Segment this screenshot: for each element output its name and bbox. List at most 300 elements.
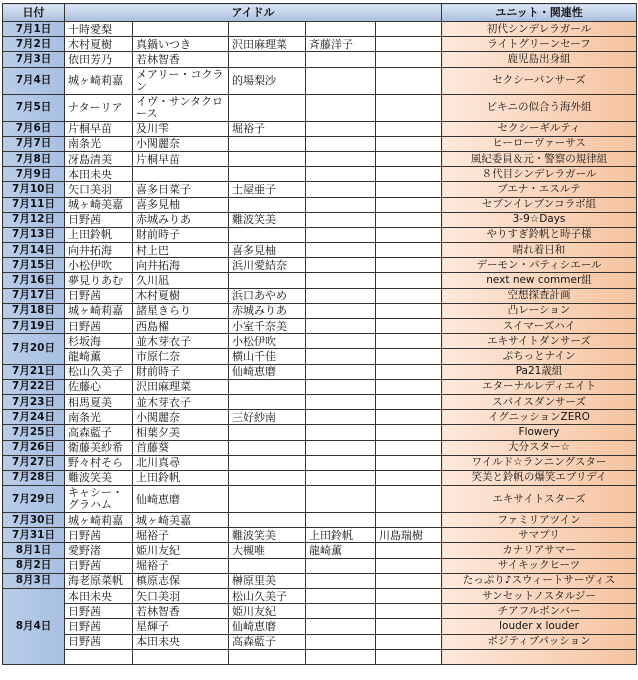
idol-cell [306, 334, 376, 349]
idol-cell: 仙崎恵磨 [229, 364, 306, 379]
idol-cell [376, 379, 442, 394]
idol-cell [306, 227, 376, 242]
idol-cell: 海老原菜帆 [65, 573, 133, 588]
idol-cell: 財前時子 [133, 364, 229, 379]
date-cell: 7月3日 [3, 52, 65, 67]
idol-cell [306, 288, 376, 303]
table-row [3, 212, 637, 227]
idol-cell: 高森藍子 [65, 425, 133, 440]
idol-cell [306, 634, 376, 649]
unit-cell: 風紀委員＆元・警察の規律組 [442, 151, 637, 166]
idol-cell: 久川凪 [133, 273, 229, 288]
idol-cell: 相馬夏美 [65, 394, 133, 409]
idol-cell: 村上巴 [133, 243, 229, 258]
idol-cell [65, 649, 133, 664]
idol-cell: 日野茜 [65, 528, 133, 543]
idol-cell: 夢見りあむ [65, 273, 133, 288]
idol-cell: 仙崎恵磨 [133, 486, 229, 513]
idol-cell [229, 379, 306, 394]
date-cell: 7月4日 [3, 67, 65, 94]
idol-cell [306, 440, 376, 455]
idol-cell: 日野茜 [65, 212, 133, 227]
date-cell: 7月23日 [3, 394, 65, 409]
idol-cell: 片桐早苗 [65, 121, 133, 136]
idol-cell [306, 513, 376, 528]
idol-cell: 龍崎薫 [65, 349, 133, 364]
table-row [3, 513, 637, 528]
idol-cell: 南条光 [65, 136, 133, 151]
unit-cell: 空想探査計画 [442, 288, 637, 303]
idol-cell [306, 349, 376, 364]
idol-cell [229, 22, 306, 37]
idol-cell [229, 197, 306, 212]
idol-cell: 日野茜 [65, 604, 133, 619]
idol-cell [306, 182, 376, 197]
idol-cell [376, 212, 442, 227]
unit-cell: 3-9☆Days [442, 212, 637, 227]
unit-cell: 晴れ着日和 [442, 243, 637, 258]
idol-cell [306, 94, 376, 121]
idol-cell: 星輝子 [133, 619, 229, 634]
idol-cell: 榊原里美 [229, 573, 306, 588]
table-row [3, 410, 637, 425]
idol-cell [376, 486, 442, 513]
idol-cell: 大槻唯 [229, 543, 306, 558]
date-cell: 7月2日 [3, 37, 65, 52]
idol-cell: 堀裕子 [133, 558, 229, 573]
idol-cell [376, 273, 442, 288]
date-cell: 7月28日 [3, 470, 65, 485]
date-cell: 7月13日 [3, 227, 65, 242]
idol-cell [229, 649, 306, 664]
idol-cell: 喜多見柚 [133, 197, 229, 212]
date-cell: 7月24日 [3, 410, 65, 425]
date-cell: 7月25日 [3, 425, 65, 440]
table-row [3, 604, 637, 619]
table-row [3, 197, 637, 212]
idol-cell [376, 319, 442, 334]
table-row [3, 486, 637, 513]
unit-header: ユニット・関連性 [442, 4, 637, 22]
table-row [3, 334, 637, 349]
unit-cell [442, 649, 637, 664]
idol-cell [376, 349, 442, 364]
date-cell: 7月22日 [3, 379, 65, 394]
idol-cell: 上田鈴帆 [65, 227, 133, 242]
idol-cell: 首藤葵 [133, 440, 229, 455]
idol-cell: 並木芽衣子 [133, 394, 229, 409]
idol-cell: 城ヶ崎莉嘉 [65, 303, 133, 318]
idol-cell: 若林智香 [133, 52, 229, 67]
idol-cell: 高森藍子 [229, 634, 306, 649]
idol-cell: 上田鈴帆 [306, 528, 376, 543]
unit-cell: 大分スター☆ [442, 440, 637, 455]
table-row [3, 319, 637, 334]
date-cell: 7月31日 [3, 528, 65, 543]
idol-cell [376, 573, 442, 588]
idol-cell: 及川雫 [133, 121, 229, 136]
idol-cell [133, 167, 229, 182]
unit-cell: スパイスダンサーズ [442, 394, 637, 409]
table-row [3, 167, 637, 182]
idol-cell: 難波笑美 [229, 528, 306, 543]
idol-cell [229, 227, 306, 242]
unit-cell: サイキックヒーツ [442, 558, 637, 573]
idol-cell: 木村夏樹 [65, 37, 133, 52]
idol-cell [229, 394, 306, 409]
table-row [3, 151, 637, 166]
unit-cell: ワイルド☆ランニングスター [442, 455, 637, 470]
idol-cell [306, 52, 376, 67]
idol-cell: 日野茜 [65, 288, 133, 303]
idol-cell [133, 22, 229, 37]
date-cell: 7月26日 [3, 440, 65, 455]
idol-cell: 片桐早苗 [133, 151, 229, 166]
idol-cell [306, 258, 376, 273]
idol-cell [306, 121, 376, 136]
table-row [3, 52, 637, 67]
idol-cell [376, 227, 442, 242]
unit-cell: ライトグリーンセーフ [442, 37, 637, 52]
unit-cell: セクシーギルティ [442, 121, 637, 136]
idol-cell [306, 379, 376, 394]
idol-cell: 十時愛梨 [65, 22, 133, 37]
idol-cell: 冴島清美 [65, 151, 133, 166]
date-cell: 7月16日 [3, 273, 65, 288]
schedule-table [2, 3, 637, 665]
date-cell: 8月3日 [3, 573, 65, 588]
idol-cell [376, 288, 442, 303]
date-cell: 7月14日 [3, 243, 65, 258]
idol-cell [306, 243, 376, 258]
idol-cell: 松山久美子 [229, 589, 306, 604]
idol-cell [229, 136, 306, 151]
idol-cell [376, 364, 442, 379]
idol-cell: 横山千佳 [229, 349, 306, 364]
idol-cell: 真鍋いつき [133, 37, 229, 52]
date-cell: 7月12日 [3, 212, 65, 227]
unit-cell: louder x louder [442, 619, 637, 634]
date-cell: 7月17日 [3, 288, 65, 303]
date-cell: 7月5日 [3, 94, 65, 121]
idol-cell: 姫川友紀 [229, 604, 306, 619]
idol-cell: 本田未央 [65, 167, 133, 182]
table-row [3, 121, 637, 136]
idol-cell [229, 558, 306, 573]
table-row [3, 470, 637, 485]
idol-cell: 的場梨沙 [229, 67, 306, 94]
date-cell: 7月9日 [3, 167, 65, 182]
idol-cell: 北川真尋 [133, 455, 229, 470]
idol-cell: 喜多日菜子 [133, 182, 229, 197]
table-row [3, 379, 637, 394]
idol-cell: 小松伊吹 [65, 258, 133, 273]
idol-cell: 沢田麻理菜 [133, 379, 229, 394]
idol-cell [306, 364, 376, 379]
unit-cell: エキサイトダンサーズ [442, 334, 637, 349]
idol-cell: キャシー・グラハム [65, 486, 133, 513]
idol-cell [376, 634, 442, 649]
table-row [3, 94, 637, 121]
idol-cell: 沢田麻理菜 [229, 37, 306, 52]
idol-cell: 財前時子 [133, 227, 229, 242]
idol-cell [306, 273, 376, 288]
idol-cell: 龍崎薫 [306, 543, 376, 558]
table-row [3, 619, 637, 634]
idol-cell [306, 649, 376, 664]
idol-cell [376, 67, 442, 94]
idol-cell: 市原仁奈 [133, 349, 229, 364]
unit-cell: やりすぎ鈴帆と時子様 [442, 227, 637, 242]
idol-cell [376, 619, 442, 634]
unit-cell: 鹿児島出身組 [442, 52, 637, 67]
idol-cell: 衛藤美紗希 [65, 440, 133, 455]
idol-cell: 杉坂海 [65, 334, 133, 349]
unit-cell: カナリアサマー [442, 543, 637, 558]
idol-cell [376, 410, 442, 425]
idol-cell: 矢口美羽 [133, 589, 229, 604]
idol-cell [376, 303, 442, 318]
idol-cell [376, 197, 442, 212]
idol-cell [376, 243, 442, 258]
unit-cell: 笑美と鈴帆の爆笑エブリデイ [442, 470, 637, 485]
table-row [3, 634, 637, 649]
idol-cell [376, 425, 442, 440]
idol-cell: 本田未央 [65, 589, 133, 604]
idol-cell: 日野茜 [65, 634, 133, 649]
idol-cell: 日野茜 [65, 558, 133, 573]
table-row [3, 258, 637, 273]
idol-cell [229, 440, 306, 455]
table-row [3, 273, 637, 288]
idol-cell: 槙原志保 [133, 573, 229, 588]
unit-cell: ぷちっとナイン [442, 349, 637, 364]
date-cell: 7月8日 [3, 151, 65, 166]
unit-cell: next new commer組 [442, 273, 637, 288]
date-cell: 7月1日 [3, 22, 65, 37]
idol-cell [229, 167, 306, 182]
table-row [3, 394, 637, 409]
idol-cell: 堀裕子 [133, 528, 229, 543]
unit-cell: スイマーズハイ [442, 319, 637, 334]
idol-cell [306, 212, 376, 227]
idol-cell [229, 425, 306, 440]
idol-cell [306, 558, 376, 573]
idol-cell: 本田未央 [133, 634, 229, 649]
idol-cell [306, 604, 376, 619]
idol-cell [376, 121, 442, 136]
table-row [3, 528, 637, 543]
table-row [3, 243, 637, 258]
date-cell: 7月29日 [3, 486, 65, 513]
table-row [3, 37, 637, 52]
unit-cell: イグニッションZERO [442, 410, 637, 425]
date-cell: 7月6日 [3, 121, 65, 136]
date-cell: 8月4日 [3, 589, 65, 665]
unit-cell: サンセットノスタルジー [442, 589, 637, 604]
idol-cell: 佐藤心 [65, 379, 133, 394]
table-row [3, 349, 637, 364]
idol-cell [229, 470, 306, 485]
idol-cell [376, 22, 442, 37]
idol-cell [376, 513, 442, 528]
idol-cell [306, 197, 376, 212]
unit-cell: たっぷり♪スウィートサーヴィス [442, 573, 637, 588]
date-cell: 7月15日 [3, 258, 65, 273]
idol-cell [376, 558, 442, 573]
idol-cell: 小関麗奈 [133, 136, 229, 151]
idol-cell [229, 151, 306, 166]
idol-cell: 相葉夕美 [133, 425, 229, 440]
table-row [3, 455, 637, 470]
idol-cell: 城ヶ崎莉嘉 [65, 67, 133, 94]
date-cell: 7月18日 [3, 303, 65, 318]
idol-cell [376, 334, 442, 349]
idol-cell: 西島櫂 [133, 319, 229, 334]
idol-cell: 浜口あやめ [229, 288, 306, 303]
idol-cell [376, 543, 442, 558]
idol-cell [376, 589, 442, 604]
idol-cell [306, 425, 376, 440]
idol-cell [306, 410, 376, 425]
idol-cell [376, 52, 442, 67]
idol-cell [376, 167, 442, 182]
unit-cell: セブンイレブンコラボ組 [442, 197, 637, 212]
idol-cell [306, 303, 376, 318]
date-cell: 7月30日 [3, 513, 65, 528]
idol-cell: 土屋亜子 [229, 182, 306, 197]
unit-cell: 凸レーション [442, 303, 637, 318]
idol-cell: 浜川愛結奈 [229, 258, 306, 273]
idol-cell [306, 394, 376, 409]
idol-cell: 日野茜 [65, 619, 133, 634]
idol-cell: 小関麗奈 [133, 410, 229, 425]
date-cell: 7月27日 [3, 455, 65, 470]
date-cell: 7月7日 [3, 136, 65, 151]
idol-cell: 向井拓海 [65, 243, 133, 258]
idol-cell: 日野茜 [65, 319, 133, 334]
idol-cell [306, 455, 376, 470]
idol-cell: 矢口美羽 [65, 182, 133, 197]
idol-cell [306, 67, 376, 94]
idol-header: アイドル [65, 4, 442, 22]
idol-cell [376, 94, 442, 121]
date-cell: 7月19日 [3, 319, 65, 334]
table-row [3, 67, 637, 94]
header-row [3, 4, 637, 22]
table-row [3, 425, 637, 440]
idol-cell: イヴ・サンタクロース [133, 94, 229, 121]
unit-cell: デーモン・パティシエール [442, 258, 637, 273]
idol-cell: 若林智香 [133, 604, 229, 619]
table-row [3, 573, 637, 588]
idol-cell [229, 94, 306, 121]
unit-cell: ポジティブパッション [442, 634, 637, 649]
idol-cell [306, 470, 376, 485]
idol-cell: 三好紗南 [229, 410, 306, 425]
idol-cell: 野々村そら [65, 455, 133, 470]
idol-cell [306, 167, 376, 182]
unit-cell: セクシーパンサーズ [442, 67, 637, 94]
date-cell: 8月1日 [3, 543, 65, 558]
date-cell: 8月2日 [3, 558, 65, 573]
idol-cell: 城ヶ崎美嘉 [133, 513, 229, 528]
date-header: 日付 [3, 4, 65, 22]
table-row [3, 288, 637, 303]
unit-cell: Pa21歳組 [442, 364, 637, 379]
table-row [3, 364, 637, 379]
idol-cell [306, 573, 376, 588]
table-row [3, 22, 637, 37]
unit-cell: ビキニの似合う海外組 [442, 94, 637, 121]
idol-cell: 城ヶ崎莉嘉 [65, 513, 133, 528]
unit-cell: チアフルボンバー [442, 604, 637, 619]
idol-cell: 南条光 [65, 410, 133, 425]
idol-cell [229, 486, 306, 513]
idol-cell [376, 151, 442, 166]
idol-cell: 依田芳乃 [65, 52, 133, 67]
idol-cell: 向井拓海 [133, 258, 229, 273]
idol-cell [376, 470, 442, 485]
idol-cell: 仙崎恵磨 [229, 619, 306, 634]
idol-cell [376, 440, 442, 455]
table-row [3, 649, 637, 664]
idol-cell [306, 151, 376, 166]
idol-cell: 堀裕子 [229, 121, 306, 136]
idol-cell [306, 486, 376, 513]
idol-cell: 赤城みりあ [133, 212, 229, 227]
table-row [3, 543, 637, 558]
idol-cell [376, 649, 442, 664]
unit-cell: Flowery [442, 425, 637, 440]
idol-cell: 斉藤洋子 [306, 37, 376, 52]
idol-cell: 並木芽衣子 [133, 334, 229, 349]
unit-cell: 初代シンデレラガール [442, 22, 637, 37]
idol-cell [306, 136, 376, 151]
idol-cell: 木村夏樹 [133, 288, 229, 303]
table-row [3, 182, 637, 197]
idol-cell: 愛野渚 [65, 543, 133, 558]
idol-cell: 上田鈴帆 [133, 470, 229, 485]
idol-cell [306, 619, 376, 634]
idol-cell [306, 589, 376, 604]
idol-cell [133, 649, 229, 664]
unit-cell: ブエナ・エスルテ [442, 182, 637, 197]
idol-cell [376, 604, 442, 619]
idol-cell: 喜多見柚 [229, 243, 306, 258]
unit-cell: ヒーローヴァーサス [442, 136, 637, 151]
idol-cell [229, 273, 306, 288]
idol-cell [229, 52, 306, 67]
table-row [3, 440, 637, 455]
idol-cell [306, 22, 376, 37]
date-cell: 7月20日 [3, 334, 65, 364]
idol-cell: 諸星きらり [133, 303, 229, 318]
table-row [3, 136, 637, 151]
idol-cell [306, 319, 376, 334]
table-row [3, 589, 637, 604]
idol-cell [376, 37, 442, 52]
idol-cell [376, 455, 442, 470]
idol-cell: 川島瑞樹 [376, 528, 442, 543]
date-cell: 7月21日 [3, 364, 65, 379]
idol-cell [376, 136, 442, 151]
unit-cell: ファミリアツイン [442, 513, 637, 528]
idol-cell [376, 394, 442, 409]
date-cell: 7月10日 [3, 182, 65, 197]
idol-cell: メアリー・コクラン [133, 67, 229, 94]
idol-cell: 難波笑美 [229, 212, 306, 227]
